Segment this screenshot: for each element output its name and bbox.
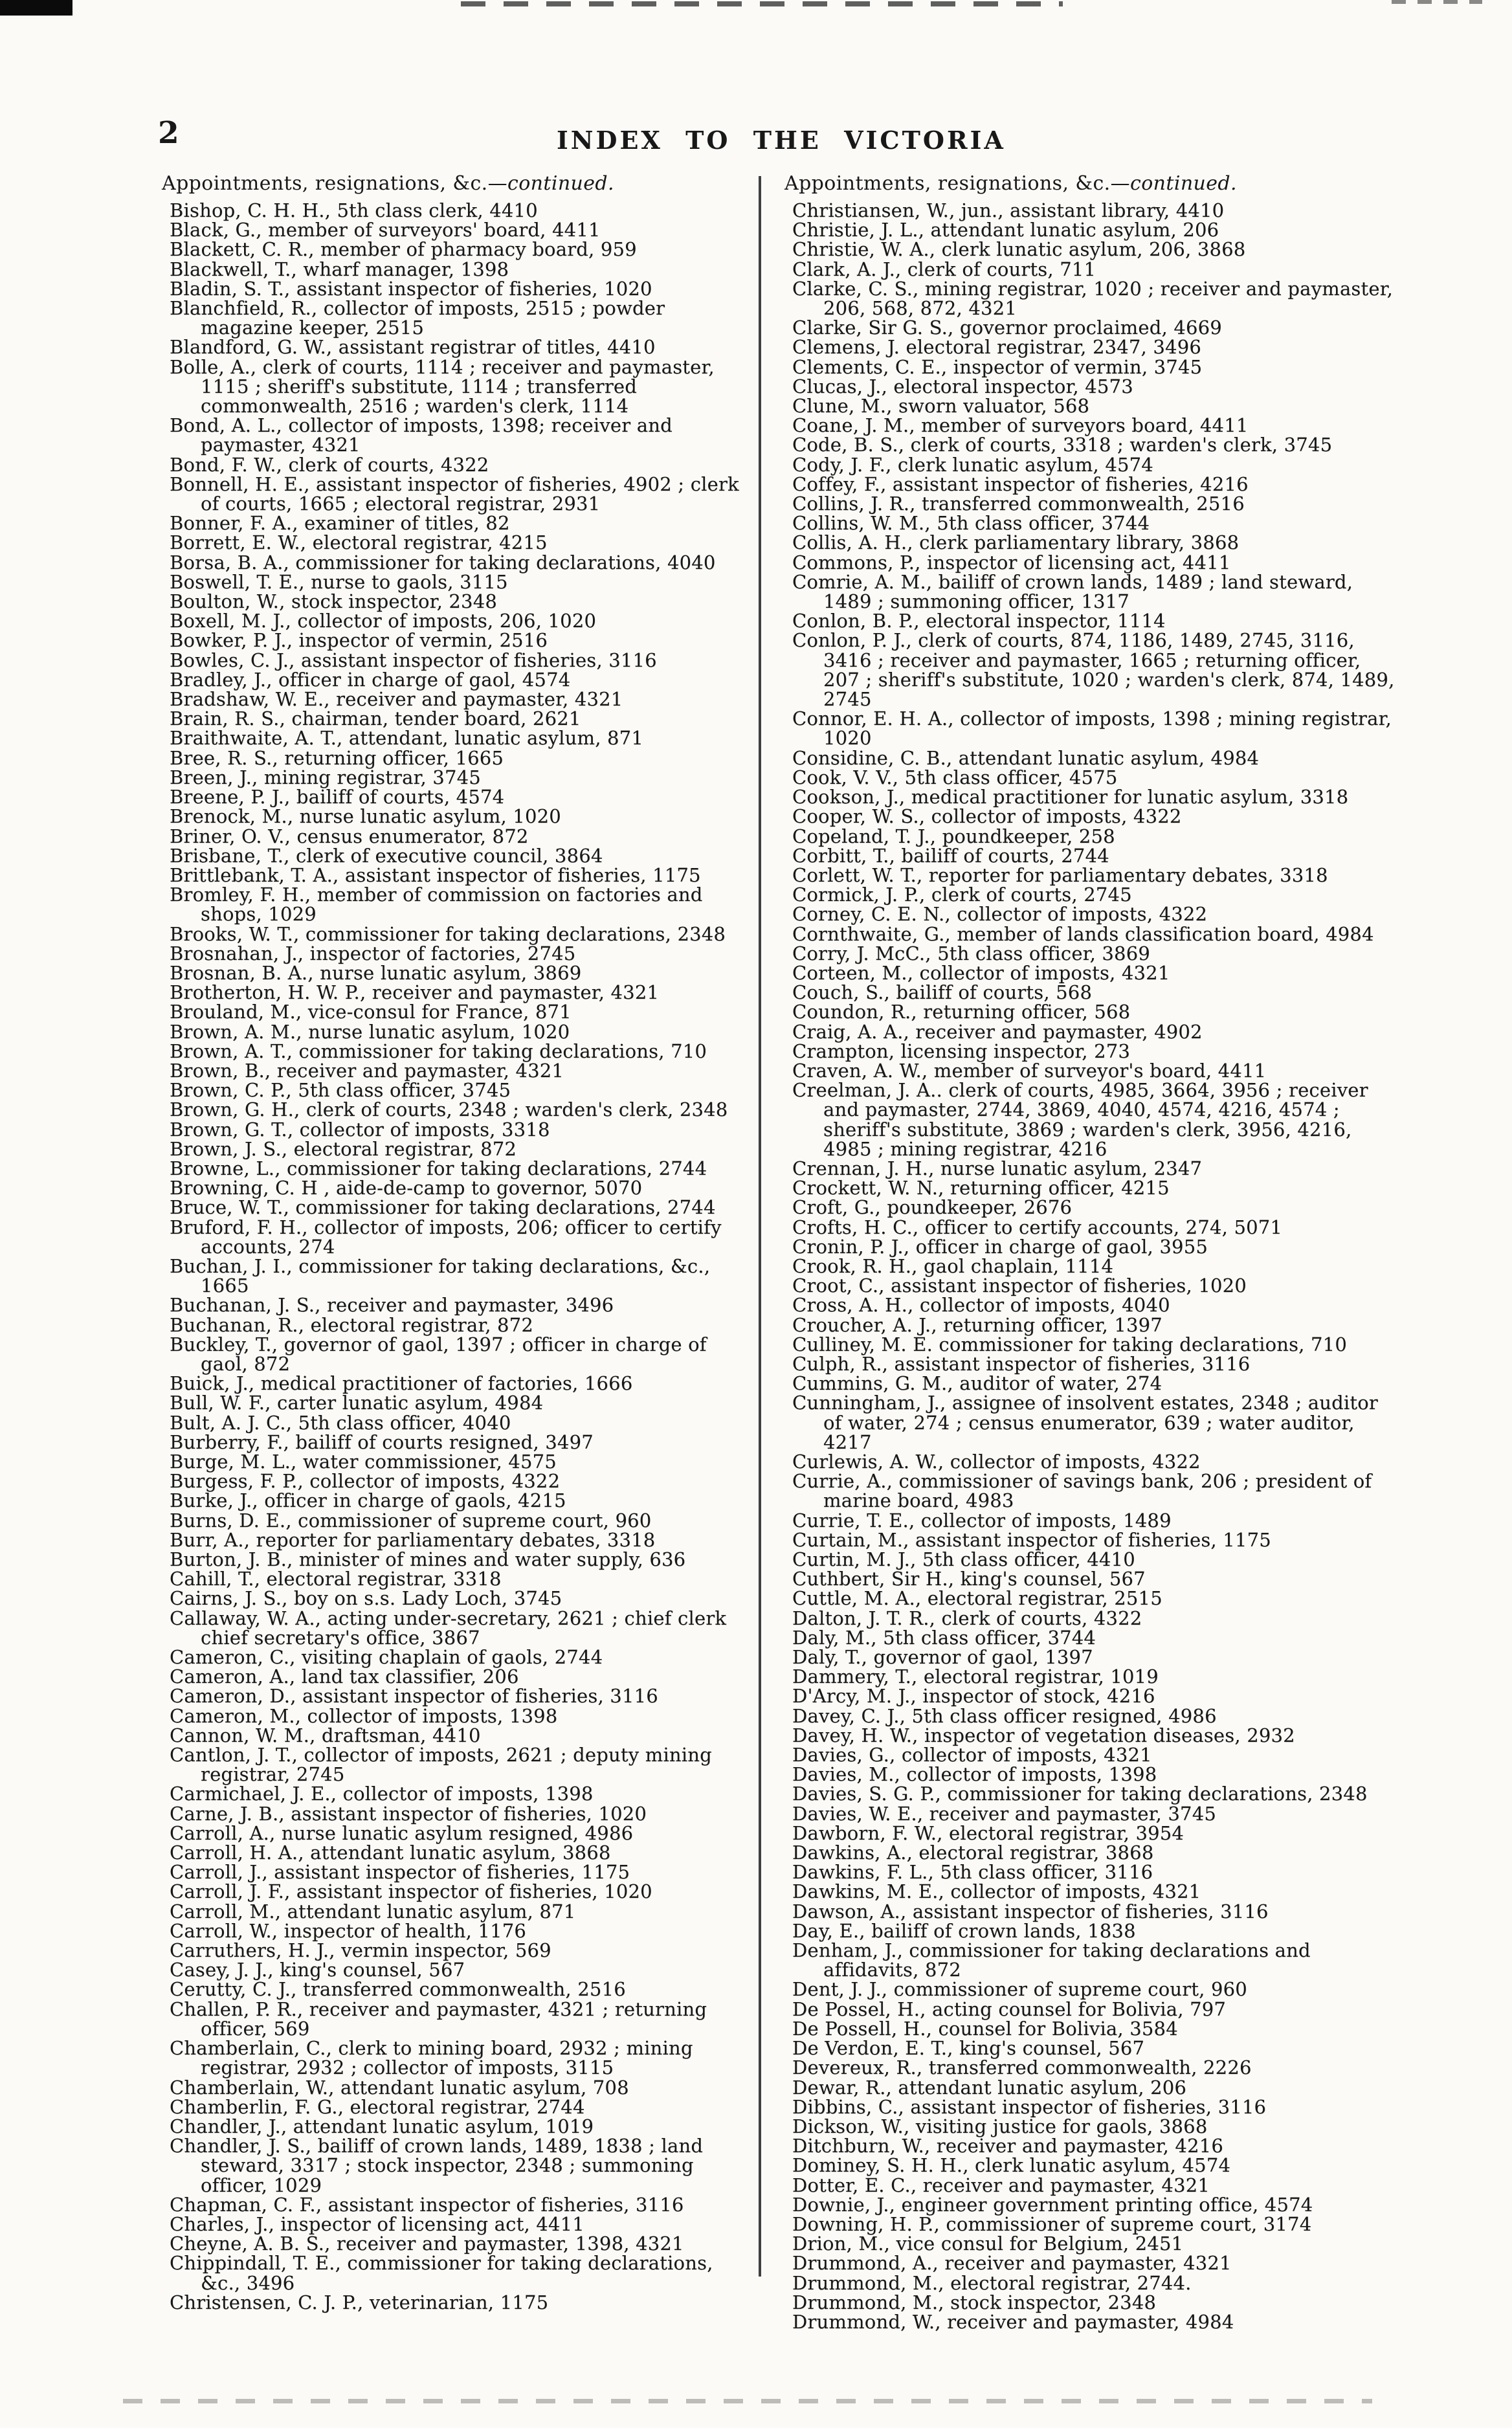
page-title: INDEX TO THE VICTORIA bbox=[557, 126, 1006, 155]
index-entry: Davies, S. G. P., commissioner for taking declarations, 2348 bbox=[792, 1783, 1368, 1805]
index-entry: Drummond, A., receiver and paymaster, 4321 bbox=[792, 2252, 1232, 2275]
index-entry: Braithwaite, A. T., attendant, lunatic asylum, 871 bbox=[170, 727, 643, 750]
index-entry: Clarke, Sir G. S., governor proclaimed, 4669 bbox=[792, 317, 1222, 339]
index-entry: Coffey, F., assistant inspector of fisheries, 4216 bbox=[792, 473, 1249, 495]
index-entry: Curtain, M., assistant inspector of fisheries, 1175 bbox=[792, 1528, 1271, 1551]
index-entry: Dawson, A., assistant inspector of fisheries, 3116 bbox=[792, 1900, 1269, 1922]
index-entry: Dawkins, F. L., 5th class officer, 3116 bbox=[792, 1861, 1153, 1884]
index-entry: Cameron, M., collector of imposts, 1398 bbox=[170, 1704, 558, 1727]
index-entry: Code, B. S., clerk of courts, 3318 ; warden's clerk, 3745 bbox=[792, 434, 1333, 456]
index-entry: Browne, L., commissioner for taking declarations, 2744 bbox=[170, 1157, 707, 1179]
index-entry: Croft, G., poundkeeper, 2676 bbox=[792, 1196, 1073, 1219]
index-entry: Burton, J. B., minister of mines and water supply, 636 bbox=[170, 1548, 686, 1571]
index-entry: Culliney, M. E. commissioner for taking declarations, 710 bbox=[792, 1333, 1347, 1355]
index-entry: Conlon, B. P., electoral inspector, 1114 bbox=[792, 610, 1166, 632]
index-entry: Copeland, T. J., poundkeeper, 258 bbox=[792, 825, 1115, 847]
index-entry: Carruthers, H. J., vermin inspector, 569 bbox=[170, 1939, 551, 1962]
index-entry: Dawkins, A., electoral registrar, 3868 bbox=[792, 1842, 1154, 1864]
index-entry: Buchanan, J. S., receiver and paymaster, 3496 bbox=[170, 1294, 614, 1317]
index-entry: Challen, P. R., receiver and paymaster, 4321 ; returning officer, 569 bbox=[170, 1998, 707, 2040]
index-entry: Dammery, T., electoral registrar, 1019 bbox=[792, 1665, 1159, 1688]
index-entry: Craig, A. A., receiver and paymaster, 4902 bbox=[792, 1020, 1203, 1043]
right-heading-text: Appointments, resignations, &c.— bbox=[784, 172, 1130, 195]
index-entry: Craven, A. W., member of surveyor's board, 4411 bbox=[792, 1059, 1267, 1082]
index-entry: Brouland, M., vice-consul for France, 871 bbox=[170, 1001, 572, 1023]
index-entry: Carroll, J. F., assistant inspector of fisheries, 1020 bbox=[170, 1880, 652, 1903]
index-entry: Bruford, F. H., collector of imposts, 206; officer to certify accounts, 274 bbox=[170, 1216, 722, 1258]
index-entry: Brown, A. T., commissioner for taking declarations, 710 bbox=[170, 1040, 707, 1062]
index-entry: Chamberlin, F. G., electoral registrar, 2744 bbox=[170, 2095, 585, 2118]
index-entry: De Possel, H., acting counsel for Bolivia, 797 bbox=[792, 1998, 1227, 2020]
index-entry: Collins, W. M., 5th class officer, 3744 bbox=[792, 512, 1150, 535]
index-entry: Bond, A. L., collector of imposts, 1398; receiver and paymaster, 4321 bbox=[170, 414, 673, 456]
left-heading-text: Appointments, resignations, &c.— bbox=[162, 172, 507, 195]
index-entry: Bull, W. F., carter lunatic asylum, 4984 bbox=[170, 1392, 544, 1414]
index-entry: Corry, J. McC., 5th class officer, 3869 bbox=[792, 942, 1151, 964]
index-entry: Dominey, S. H. H., clerk lunatic asylum, 4574 bbox=[792, 2154, 1231, 2177]
index-entry: Callaway, W. A., acting under-secretary, 2621 ; chief clerk chief secretary's office, 3867 bbox=[170, 1607, 727, 1649]
index-entry: Burberry, F., bailiff of courts resigned, 3497 bbox=[170, 1431, 594, 1453]
index-entry: Bladin, S. T., assistant inspector of fisheries, 1020 bbox=[170, 277, 652, 300]
index-entry: Cuthbert, Sir H., king's counsel, 567 bbox=[792, 1568, 1146, 1590]
index-entry: Cairns, J. S., boy on s.s. Lady Loch, 3745 bbox=[170, 1587, 562, 1610]
index-entry: Breene, P. J., bailiff of courts, 4574 bbox=[170, 786, 505, 808]
index-entry: Blanchfield, R., collector of imposts, 2515 ; powder magazine keeper, 2515 bbox=[170, 297, 665, 339]
index-entry: Day, E., bailiff of crown lands, 1838 bbox=[792, 1919, 1136, 1942]
index-entry: Clark, A. J., clerk of courts, 711 bbox=[792, 258, 1096, 280]
right-column-heading bbox=[784, 172, 1397, 195]
index-entry: Christie, J. L., attendant lunatic asylum, 206 bbox=[792, 219, 1219, 241]
index-entry: Clarke, C. S., mining registrar, 1020 ; receiver and paymaster, 206, 568, 872, 4321 bbox=[792, 277, 1394, 320]
index-entry: Daly, T., governor of gaol, 1397 bbox=[792, 1646, 1093, 1669]
index-entry: Bromley, F. H., member of commission on factories and shops, 1029 bbox=[170, 884, 703, 926]
scan-artifact-top-left bbox=[0, 0, 72, 16]
index-entry: Cerutty, C. J., transferred commonwealth, 2516 bbox=[170, 1978, 626, 2001]
index-entry: Corteen, M., collector of imposts, 4321 bbox=[792, 961, 1170, 984]
index-entry: Dewar, R., attendant lunatic asylum, 206 bbox=[792, 2076, 1187, 2099]
index-entry: Currie, T. E., collector of imposts, 1489 bbox=[792, 1509, 1172, 1531]
index-entry: Bond, F. W., clerk of courts, 4322 bbox=[170, 453, 489, 476]
index-entry: Drummond, W., receiver and paymaster, 4984 bbox=[792, 2310, 1234, 2333]
index-entry: Chapman, C. F., assistant inspector of fisheries, 3116 bbox=[170, 2193, 684, 2216]
index-entry: Davies, M., collector of imposts, 1398 bbox=[792, 1763, 1157, 1786]
index-entry: Dawborn, F. W., electoral registrar, 3954 bbox=[792, 1821, 1184, 1844]
index-entry: Cronin, P. J., officer in charge of gaol, 3955 bbox=[792, 1235, 1208, 1258]
index-entry: Drummond, M., stock inspector, 2348 bbox=[792, 2291, 1157, 2313]
index-entry: Buchanan, R., electoral registrar, 872 bbox=[170, 1313, 533, 1336]
index-entry: Brosnan, B. A., nurse lunatic asylum, 3869 bbox=[170, 961, 582, 984]
index-entry: Burge, M. L., water commissioner, 4575 bbox=[170, 1451, 557, 1473]
index-entry: Blackwell, T., wharf manager, 1398 bbox=[170, 258, 509, 280]
index-entry: Bult, A. J. C., 5th class officer, 4040 bbox=[170, 1411, 511, 1434]
index-entry: Brain, R. S., chairman, tender board, 2621 bbox=[170, 707, 581, 730]
index-entry: De Verdon, E. T., king's counsel, 567 bbox=[792, 2037, 1145, 2060]
index-entry: Buchan, J. I., commissioner for taking declarations, &c., 1665 bbox=[170, 1254, 711, 1297]
index-entry: Coundon, R., returning officer, 568 bbox=[792, 1001, 1131, 1023]
index-entry: Corney, C. E. N., collector of imposts, 4322 bbox=[792, 903, 1208, 926]
index-entry: Clements, C. E., inspector of vermin, 3745 bbox=[792, 355, 1203, 378]
index-entry: Carroll, J., assistant inspector of fisheries, 1175 bbox=[170, 1861, 630, 1884]
index-entry: Bree, R. S., returning officer, 1665 bbox=[170, 746, 504, 769]
index-entry: Drummond, M., electoral registrar, 2744. bbox=[792, 2271, 1192, 2294]
left-column bbox=[162, 172, 752, 2312]
index-entry: Corbitt, T., bailiff of courts, 2744 bbox=[792, 844, 1109, 867]
index-entry: Chandler, J., attendant lunatic asylum, 1019 bbox=[170, 2115, 594, 2137]
index-entry: Cunningham, J., assignee of insolvent estates, 2348 ; auditor of water, 274 ; census enumerator, 639 ; water auditor, 4217 bbox=[792, 1392, 1378, 1453]
index-entry: Dotter, E. C., receiver and paymaster, 4321 bbox=[792, 2174, 1210, 2196]
index-entry: Buick, J., medical practitioner of factories, 1666 bbox=[170, 1372, 633, 1395]
index-entry: Bradshaw, W. E., receiver and paymaster, 4321 bbox=[170, 688, 623, 711]
index-entry: Downing, H. P., commissioner of supreme court, 3174 bbox=[792, 2212, 1312, 2235]
index-entry: Borsa, B. A., commissioner for taking declarations, 4040 bbox=[170, 551, 716, 574]
right-column bbox=[784, 172, 1397, 2332]
index-entry: Comrie, A. M., bailiff of crown lands, 1489 ; land steward, 1489 ; summoning officer, 1317 bbox=[792, 570, 1353, 613]
index-entry: Boswell, T. E., nurse to gaols, 3115 bbox=[170, 570, 508, 593]
index-entry: Crook, R. H., gaol chaplain, 1114 bbox=[792, 1254, 1114, 1277]
index-entry: De Possell, H., counsel for Bolivia, 3584 bbox=[792, 2017, 1178, 2040]
index-entry: Davey, C. J., 5th class officer resigned, 4986 bbox=[792, 1704, 1217, 1727]
index-entry: Brown, A. M., nurse lunatic asylum, 1020 bbox=[170, 1020, 570, 1043]
index-entry: Davies, G., collector of imposts, 4321 bbox=[792, 1744, 1152, 1766]
index-entry: Couch, S., bailiff of courts, 568 bbox=[792, 981, 1093, 1004]
index-entry: Brittlebank, T. A., assistant inspector of fisheries, 1175 bbox=[170, 863, 701, 886]
index-entry: D'Arcy, M. J., inspector of stock, 4216 bbox=[792, 1685, 1155, 1708]
index-entry: Croucher, A. J., returning officer, 1397 bbox=[792, 1313, 1162, 1336]
index-entry: Brown, G. H., clerk of courts, 2348 ; warden's clerk, 2348 bbox=[170, 1098, 728, 1121]
index-entry: Davies, W. E., receiver and paymaster, 3745 bbox=[792, 1802, 1216, 1825]
index-entry: Burgess, F. P., collector of imposts, 4322 bbox=[170, 1470, 561, 1493]
index-entry: Cantlon, J. T., collector of imposts, 2621 ; deputy mining registrar, 2745 bbox=[170, 1744, 712, 1786]
index-entry: Christie, W. A., clerk lunatic asylum, 206, 3868 bbox=[792, 238, 1246, 261]
index-entry: Charles, J., inspector of licensing act, 4411 bbox=[170, 2212, 584, 2235]
index-entry: Carroll, W., inspector of health, 1176 bbox=[170, 1919, 527, 1942]
index-entry: Conlon, P. J., clerk of courts, 874, 1186, 1489, 2745, 3116, 3416 ; receiver and paymaster, 1665 ; returning officer, 207 ; sheriff's substitute, 1020 ; warden's clerk, 874, 1489, 2745 bbox=[792, 629, 1395, 711]
index-entry: Cahill, T., electoral registrar, 3318 bbox=[170, 1568, 502, 1590]
index-entry: Chippindall, T. E., commissioner for taking declarations, &c., 3496 bbox=[170, 2252, 713, 2294]
index-entry: Dibbins, C., assistant inspector of fisheries, 3116 bbox=[792, 2095, 1267, 2118]
index-entry: Black, G., member of surveyors' board, 4411 bbox=[170, 219, 601, 241]
index-entry: Cormick, J. P., clerk of courts, 2745 bbox=[792, 884, 1132, 906]
index-entry: Blandford, G. W., assistant registrar of titles, 4410 bbox=[170, 336, 656, 359]
right-heading-continued: continued. bbox=[1130, 172, 1237, 195]
index-entry: Cameron, D., assistant inspector of fisheries, 3116 bbox=[170, 1685, 658, 1708]
index-entry: Devereux, R., transferred commonwealth, 2226 bbox=[792, 2056, 1252, 2079]
index-entry: Cummins, G. M., auditor of water, 274 bbox=[792, 1372, 1162, 1395]
index-entry: Bruce, W. T., commissioner for taking declarations, 2744 bbox=[170, 1196, 716, 1219]
index-entry: Boulton, W., stock inspector, 2348 bbox=[170, 590, 498, 613]
index-entry: Dent, J. J., commissioner of supreme court, 960 bbox=[792, 1978, 1247, 2001]
index-entry: Connor, E. H. A., collector of imposts, 1398 ; mining registrar, 1020 bbox=[792, 707, 1392, 750]
index-entry: Bradley, J., officer in charge of gaol, 4574 bbox=[170, 668, 571, 691]
index-entry: Crockett, W. N., returning officer, 4215 bbox=[792, 1177, 1170, 1199]
index-entry: Bishop, C. H. H., 5th class clerk, 4410 bbox=[170, 199, 538, 221]
index-entry: Creelman, J. A.. clerk of courts, 4985, 3664, 3956 ; receiver and paymaster, 2744, 3869, 4040, 4574, 4216, 4574 ; sheriff's substitute, 3869 ; warden's clerk, 3956, 4216, 4985 ; mining registrar, 4216 bbox=[792, 1079, 1368, 1160]
index-entry: Carroll, M., attendant lunatic asylum, 871 bbox=[170, 1900, 576, 1922]
index-entry: Brotherton, H. W. P., receiver and paymaster, 4321 bbox=[170, 981, 660, 1004]
index-entry: Crampton, licensing inspector, 273 bbox=[792, 1040, 1131, 1062]
column-divider-rule bbox=[759, 176, 761, 2277]
index-entry: Cameron, A., land tax classifier, 206 bbox=[170, 1665, 519, 1688]
index-entry: Brown, C. P., 5th class officer, 3745 bbox=[170, 1079, 511, 1102]
index-entry: Bowles, C. J., assistant inspector of fisheries, 3116 bbox=[170, 649, 657, 671]
index-entry: Carroll, A., nurse lunatic asylum resigned, 4986 bbox=[170, 1821, 634, 1844]
index-entry: Burr, A., reporter for parliamentary debates, 3318 bbox=[170, 1528, 656, 1551]
index-entry: Casey, J. J., king's counsel, 567 bbox=[170, 1959, 465, 1981]
index-entry: Briner, O. V., census enumerator, 872 bbox=[170, 825, 529, 847]
left-column-heading bbox=[162, 172, 752, 195]
index-entry: Bonnell, H. E., assistant inspector of fisheries, 4902 ; clerk of courts, 1665 ; electoral registrar, 2931 bbox=[170, 473, 739, 515]
index-entry: Brown, J. S., electoral registrar, 872 bbox=[170, 1137, 517, 1160]
index-entry: Denham, J., commissioner for taking declarations and affidavits, 872 bbox=[792, 1939, 1311, 1981]
index-entry: Cannon, W. M., draftsman, 4410 bbox=[170, 1724, 481, 1746]
index-entry: Carne, J. B., assistant inspector of fisheries, 1020 bbox=[170, 1802, 647, 1825]
index-entry: Croot, C., assistant inspector of fisheries, 1020 bbox=[792, 1275, 1247, 1297]
index-entry: Bonner, F. A., examiner of titles, 82 bbox=[170, 512, 510, 535]
index-entry: Borrett, E. W., electoral registrar, 4215 bbox=[170, 531, 548, 554]
index-entry: Crofts, H. C., officer to certify accounts, 274, 5071 bbox=[792, 1216, 1283, 1238]
index-entry: Carroll, H. A., attendant lunatic asylum, 3868 bbox=[170, 1842, 611, 1864]
index-entry: Curtin, M. J., 5th class officer, 4410 bbox=[792, 1548, 1135, 1571]
index-entry: Christensen, C. J. P., veterinarian, 1175 bbox=[170, 2291, 549, 2313]
index-entry: Cross, A. H., collector of imposts, 4040 bbox=[792, 1294, 1170, 1317]
index-entry: Burns, D. E., commissioner of supreme court, 960 bbox=[170, 1509, 652, 1531]
index-entry: Chandler, J. S., bailiff of crown lands, 1489, 1838 ; land steward, 3317 ; stock inspector, 2348 ; summoning officer, 1029 bbox=[170, 2135, 704, 2196]
index-entry: Ditchburn, W., receiver and paymaster, 4216 bbox=[792, 2135, 1224, 2157]
index-entry: Commons, P., inspector of licensing act, 4411 bbox=[792, 551, 1231, 574]
index-entry: Downie, J., engineer government printing office, 4574 bbox=[792, 2193, 1313, 2216]
left-entries-list bbox=[162, 201, 752, 2312]
index-entry: Cody, J. F., clerk lunatic asylum, 4574 bbox=[792, 453, 1153, 476]
index-entry: Clune, M., sworn valuator, 568 bbox=[792, 395, 1090, 418]
index-entry: Bolle, A., clerk of courts, 1114 ; receiver and paymaster, 1115 ; sheriff's substitute, 1114 ; transferred commonwealth, 2516 ; warden's clerk, 1114 bbox=[170, 355, 715, 418]
index-entry: Cook, V. V., 5th class officer, 4575 bbox=[792, 766, 1118, 788]
scan-artifact-bottom-dashes bbox=[123, 2399, 1372, 2403]
index-entry: Brisbane, T., clerk of executive council, 3864 bbox=[170, 844, 603, 867]
index-entry: Considine, C. B., attendant lunatic asylum, 4984 bbox=[792, 746, 1260, 769]
index-entry: Collis, A. H., clerk parliamentary library, 3868 bbox=[792, 531, 1240, 554]
index-entry: Brown, B., receiver and paymaster, 4321 bbox=[170, 1059, 564, 1082]
index-entry: Blackett, C. R., member of pharmacy board, 959 bbox=[170, 238, 637, 261]
scan-artifact-top-right-dashes bbox=[1392, 0, 1482, 4]
index-entry: Clemens, J. electoral registrar, 2347, 3496 bbox=[792, 336, 1202, 359]
index-entry: Cornthwaite, G., member of lands classification board, 4984 bbox=[792, 922, 1374, 945]
index-entry: Curlewis, A. W., collector of imposts, 4322 bbox=[792, 1451, 1201, 1473]
index-entry: Cookson, J., medical practitioner for lunatic asylum, 3318 bbox=[792, 786, 1349, 808]
index-entry: Daly, M., 5th class officer, 3744 bbox=[792, 1626, 1096, 1649]
index-entry: Crennan, J. H., nurse lunatic asylum, 2347 bbox=[792, 1157, 1203, 1179]
index-entry: Browning, C. H , aide-de-camp to governor, 5070 bbox=[170, 1177, 643, 1199]
index-entry: Chamberlain, C., clerk to mining board, 2932 ; mining registrar, 2932 ; collector of imposts, 3115 bbox=[170, 2037, 693, 2079]
index-entry: Brown, G. T., collector of imposts, 3318 bbox=[170, 1118, 550, 1141]
index-entry: Dickson, W., visiting justice for gaols, 3868 bbox=[792, 2115, 1208, 2137]
index-entry: Coane, J. M., member of surveyors board, 4411 bbox=[792, 414, 1249, 437]
index-entry: Chamberlain, W., attendant lunatic asylum, 708 bbox=[170, 2076, 629, 2099]
index-entry: Davey, H. W., inspector of vegetation diseases, 2932 bbox=[792, 1724, 1295, 1746]
index-entry: Cooper, W. S., collector of imposts, 4322 bbox=[792, 805, 1182, 828]
index-entry: Corlett, W. T., reporter for parliamentary debates, 3318 bbox=[792, 863, 1328, 886]
index-entry: Brenock, M., nurse lunatic asylum, 1020 bbox=[170, 805, 561, 828]
index-entry: Bowker, P. J., inspector of vermin, 2516 bbox=[170, 629, 548, 652]
page-number: 2 bbox=[158, 115, 179, 151]
index-entry: Clucas, J., electoral inspector, 4573 bbox=[792, 375, 1133, 397]
index-entry: Cuttle, M. A., electoral registrar, 2515 bbox=[792, 1587, 1162, 1610]
index-entry: Collins, J. R., transferred commonwealth, 2516 bbox=[792, 493, 1245, 515]
index-entry: Brosnahan, J., inspector of factories, 2745 bbox=[170, 942, 576, 964]
left-heading-continued: continued. bbox=[507, 172, 614, 195]
index-entry: Cameron, C., visiting chaplain of gaols, 2744 bbox=[170, 1646, 603, 1669]
index-entry: Currie, A., commissioner of savings bank, 206 ; president of marine board, 4983 bbox=[792, 1470, 1372, 1512]
index-entry: Boxell, M. J., collector of imposts, 206, 1020 bbox=[170, 610, 597, 632]
index-entry: Brooks, W. T., commissioner for taking declarations, 2348 bbox=[170, 922, 726, 945]
index-entry: Dalton, J. T. R., clerk of courts, 4322 bbox=[792, 1607, 1142, 1629]
index-entry: Carmichael, J. E., collector of imposts, 1398 bbox=[170, 1783, 594, 1805]
index-entry: Christiansen, W., jun., assistant library, 4410 bbox=[792, 199, 1225, 221]
index-entry: Breen, J., mining registrar, 3745 bbox=[170, 766, 481, 788]
index-entry: Cheyne, A. B. S., receiver and paymaster, 1398, 4321 bbox=[170, 2233, 684, 2255]
index-entry: Drion, M., vice consul for Belgium, 2451 bbox=[792, 2233, 1184, 2255]
index-entry: Buckley, T., governor of gaol, 1397 ; officer in charge of gaol, 872 bbox=[170, 1333, 707, 1375]
scan-artifact-top-dashes bbox=[461, 1, 1063, 6]
right-entries-list bbox=[784, 201, 1397, 2332]
index-entry: Dawkins, M. E., collector of imposts, 4321 bbox=[792, 1880, 1201, 1903]
index-entry: Burke, J., officer in charge of gaols, 4215 bbox=[170, 1489, 566, 1512]
index-entry: Culph, R., assistant inspector of fisheries, 3116 bbox=[792, 1352, 1251, 1375]
